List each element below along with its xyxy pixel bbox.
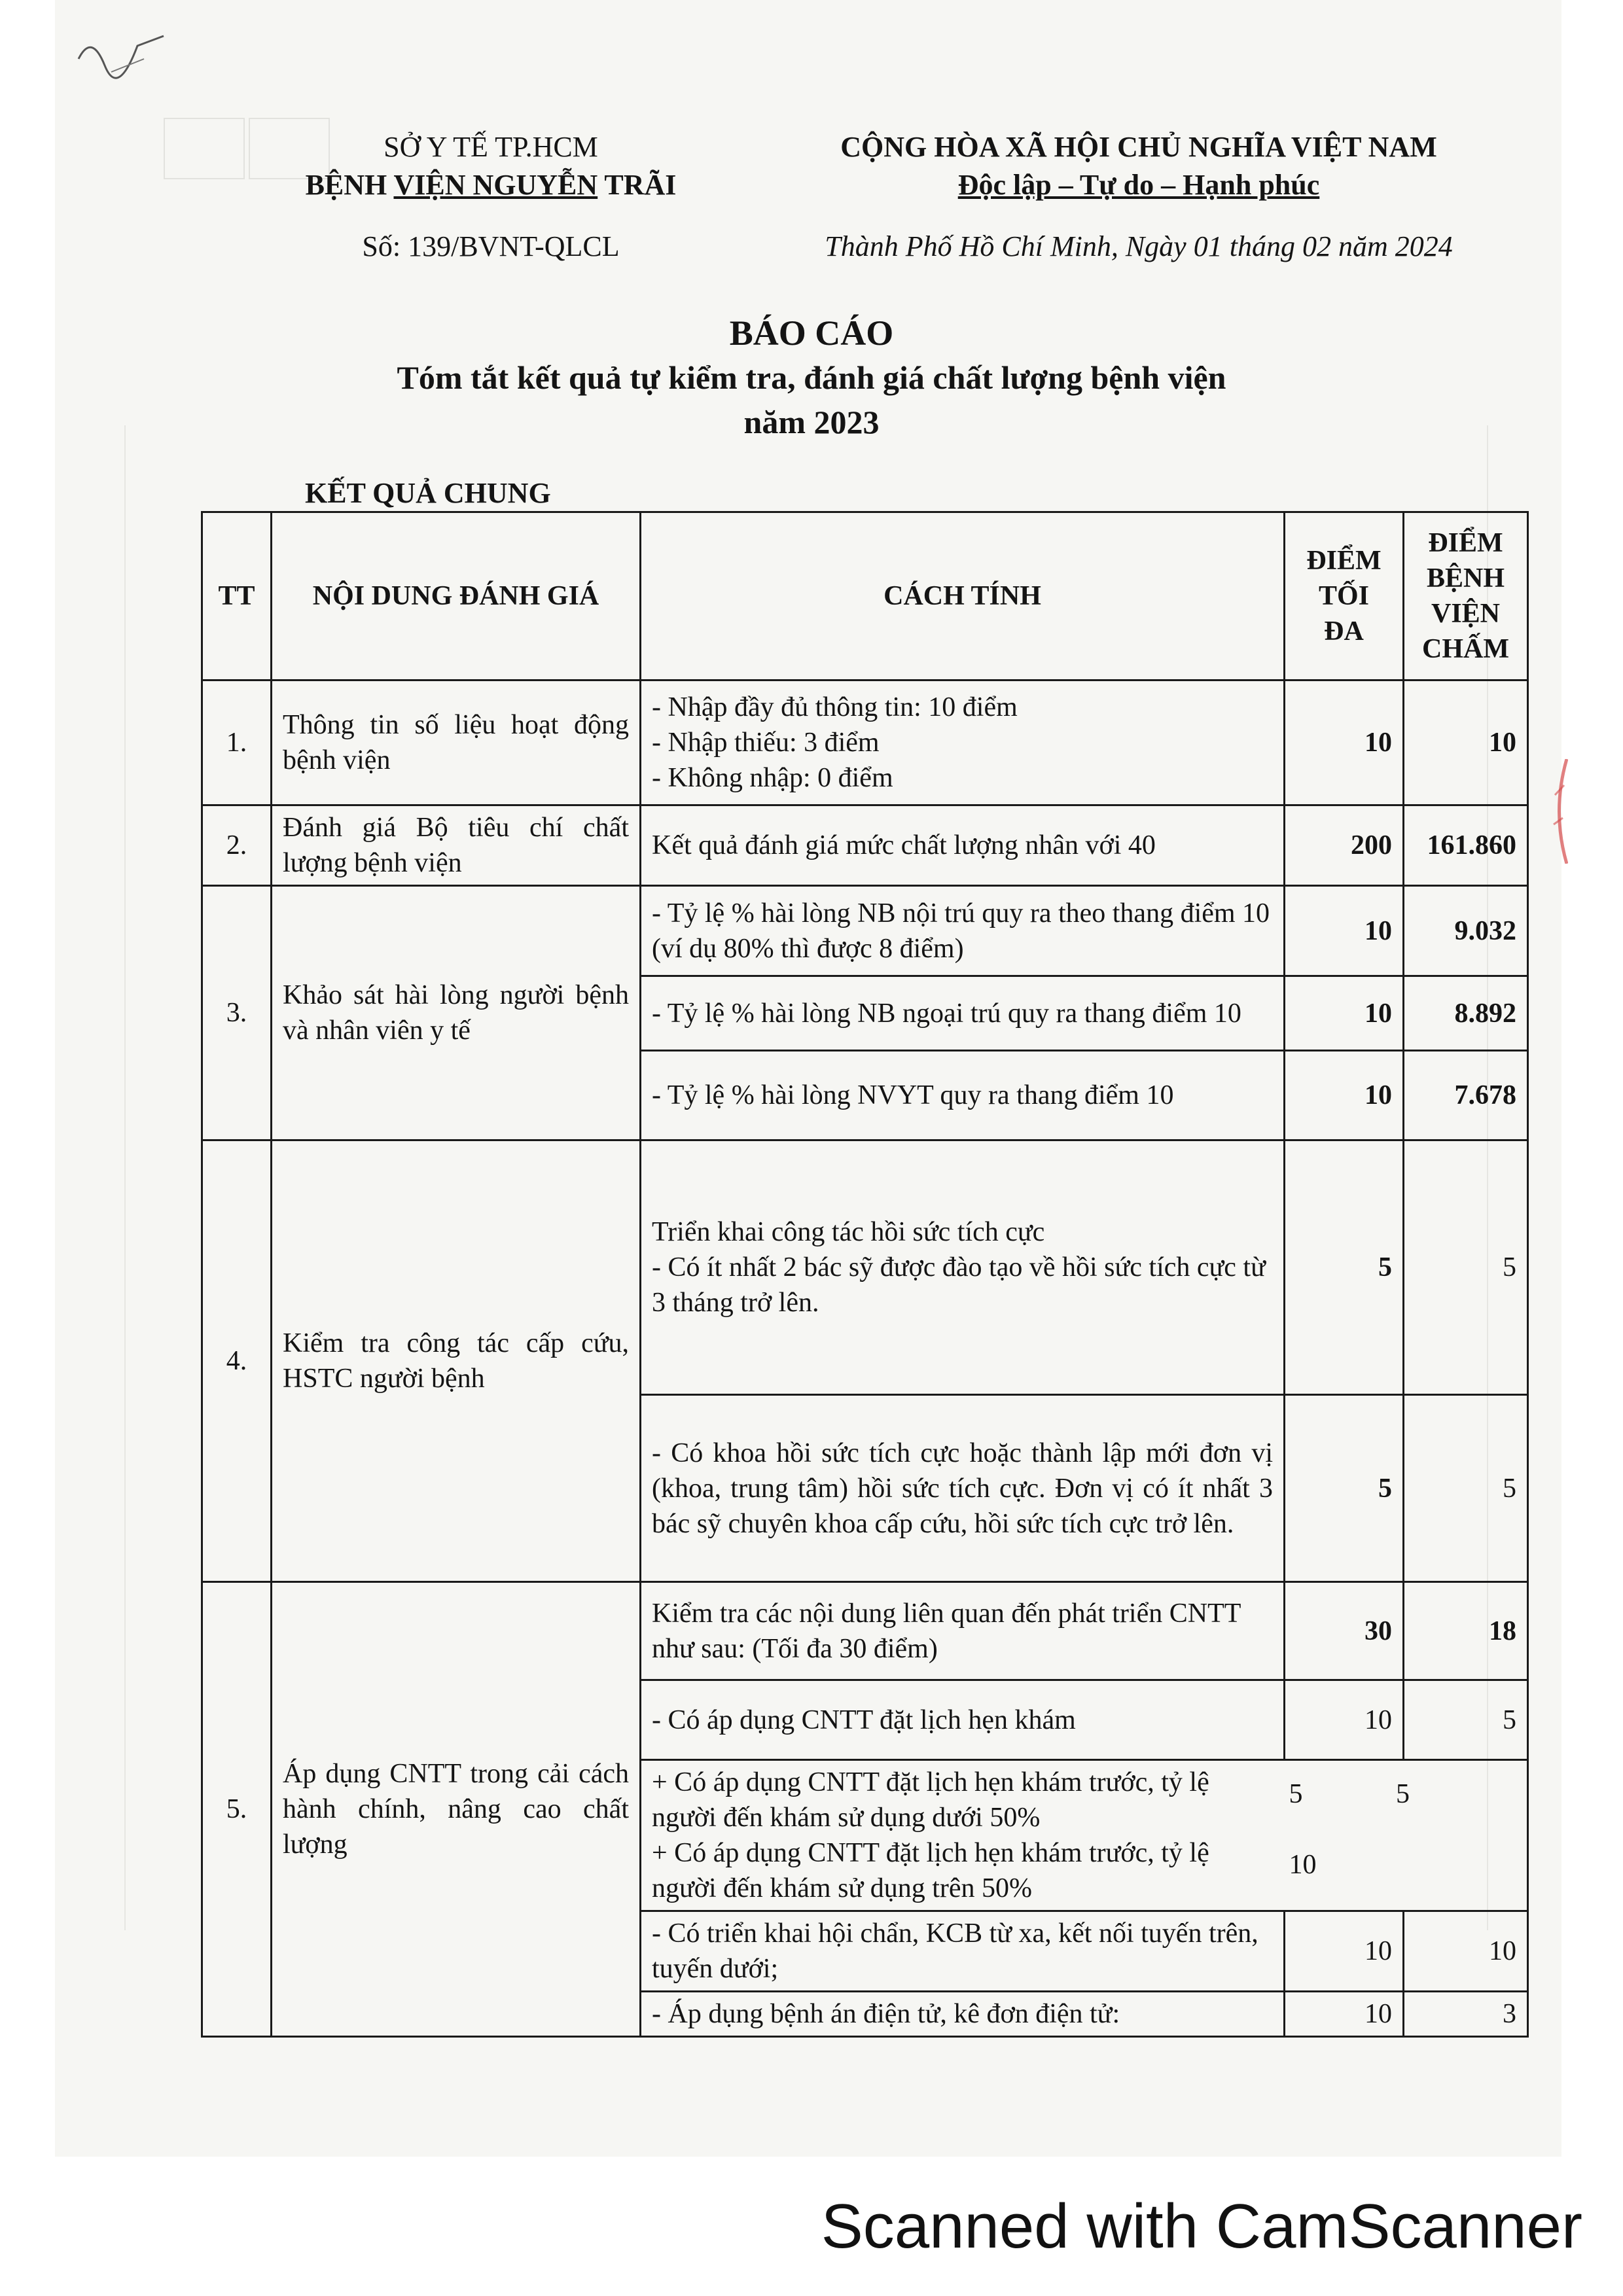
row-score: 5: [1404, 1140, 1528, 1395]
row-score: 5: [1404, 1680, 1528, 1760]
row-score: 18: [1404, 1582, 1528, 1680]
department-name: SỞ Y TẾ TP.HCM: [383, 131, 598, 163]
row-method: Triển khai công tác hồi sức tích cực - Có ít nhất 2 bác sỹ được đào tạo về hồi sức tích cực từ 3 tháng trở lên.: [641, 1140, 1285, 1395]
row-method-split: [641, 1760, 1528, 1911]
header-score: ĐIỂM BỆNH VIỆN CHẤM: [1404, 512, 1528, 680]
row-max: 10: [1285, 1051, 1404, 1140]
row-number: 3.: [202, 886, 272, 1140]
row-max: 5: [1285, 1395, 1404, 1582]
table-row: [202, 1582, 1528, 1680]
row-max: 10: [1285, 1911, 1404, 1992]
table-row: [202, 886, 1528, 976]
row-method: - Tỷ lệ % hài lòng NB nội trú quy ra theo thang điểm 10 (ví dụ 80% thì được 8 điểm): [641, 886, 1285, 976]
results-table: [201, 511, 1529, 2038]
row-max: 5: [1285, 1140, 1404, 1395]
row-number: 1.: [202, 680, 272, 805]
table-row: [202, 1140, 1528, 1395]
row-score: 3: [1404, 1992, 1528, 2037]
pen-mark: [65, 20, 183, 98]
row-method: - Tỷ lệ % hài lòng NVYT quy ra thang điểm 10: [641, 1051, 1285, 1140]
row-score: 9.032: [1404, 886, 1528, 976]
row-method: - Tỷ lệ % hài lòng NB ngoại trú quy ra thang điểm 10: [641, 976, 1285, 1051]
row-max: 10: [1285, 976, 1404, 1051]
header-left: [281, 128, 700, 266]
hospital-name: BỆNH VIỆN NGUYỄN TRÃI: [305, 169, 677, 201]
row-value: 10: [1289, 1850, 1317, 1880]
red-stamp-edge: [1548, 759, 1568, 864]
row-method: + Có áp dụng CNTT đặt lịch hẹn khám trước, tỷ lệ người đến khám sử dụng trên 50%: [652, 1838, 1209, 1903]
row-method: - Có triển khai hội chẩn, KCB từ xa, kết nối tuyến trên, tuyến dưới;: [641, 1911, 1285, 1992]
document-number: Số: 139/BVNT-QLCL: [362, 230, 620, 262]
row-max: 200: [1285, 805, 1404, 886]
row-method: - Áp dụng bệnh án điện tử, kê đơn điện tử:: [641, 1992, 1285, 2037]
table-row: [202, 805, 1528, 886]
camscanner-watermark: Scanned with CamScanner: [821, 2191, 1582, 2261]
row-number: 4.: [202, 1140, 272, 1582]
row-method: - Có khoa hồi sức tích cực hoặc thành lập mới đơn vị (khoa, trung tâm) hồi sức tích cực. Đơn vị có ít nhất 3 bác sỹ chuyên khoa cấp cứu, hồi sức tích cực trở lên.: [641, 1395, 1285, 1582]
row-method: Kiểm tra các nội dung liên quan đến phát triển CNTT như sau: (Tối đa 30 điểm): [641, 1582, 1285, 1680]
table-header-row: [202, 512, 1528, 680]
header-method: CÁCH TÍNH: [641, 512, 1285, 680]
row-max: 10: [1285, 1992, 1404, 2037]
row-max: 10: [1285, 1680, 1404, 1760]
row-max: 30: [1285, 1582, 1404, 1680]
row-content: Thông tin số liệu hoạt động bệnh viện: [272, 680, 641, 805]
row-score: 8.892: [1404, 976, 1528, 1051]
row-method: - Nhập đầy đủ thông tin: 10 điểm - Nhập thiếu: 3 điểm - Không nhập: 0 điểm: [641, 680, 1285, 805]
row-content: Đánh giá Bộ tiêu chí chất lượng bệnh viện: [272, 805, 641, 886]
header-max: ĐIỂM TỐI ĐA: [1285, 512, 1404, 680]
motto-subtitle: Độc lập – Tự do – Hạnh phúc: [957, 169, 1320, 201]
row-max: 10: [1285, 886, 1404, 976]
date-line: Thành Phố Hồ Chí Minh, Ngày 01 tháng 02 năm 2024: [825, 230, 1453, 262]
row-content: Khảo sát hài lòng người bệnh và nhân viên y tế: [272, 886, 641, 1140]
row-score: 5: [1404, 1395, 1528, 1582]
row-value: 5: [1289, 1779, 1303, 1809]
header-tt: TT: [202, 512, 272, 680]
row-number: 2.: [202, 805, 272, 886]
row-content: Kiểm tra công tác cấp cứu, HSTC người bệnh: [272, 1140, 641, 1582]
row-score: 10: [1404, 680, 1528, 805]
section-heading: KẾT QUẢ CHUNG: [305, 477, 551, 509]
row-score: 10: [1404, 1911, 1528, 1992]
row-max: 10: [1285, 680, 1404, 805]
row-method: + Có áp dụng CNTT đặt lịch hẹn khám trước, tỷ lệ người đến khám sử dụng dưới 50%: [652, 1767, 1209, 1833]
national-motto: CỘNG HÒA XÃ HỘI CHỦ NGHĨA VIỆT NAM: [840, 131, 1437, 163]
header-content: NỘI DUNG ĐÁNH GIÁ: [272, 512, 641, 680]
report-title: BÁO CÁO: [729, 313, 894, 353]
row-score: 5: [1396, 1779, 1410, 1809]
header-right: [772, 128, 1505, 266]
row-score: 161.860: [1404, 805, 1528, 886]
row-score: 7.678: [1404, 1051, 1528, 1140]
report-subtitle: Tóm tắt kết quả tự kiểm tra, đánh giá chất lượng bệnh viện: [397, 359, 1226, 396]
row-method: - Có áp dụng CNTT đặt lịch hẹn khám: [641, 1680, 1285, 1760]
table-row: [202, 680, 1528, 805]
row-method: Kết quả đánh giá mức chất lượng nhân với 40: [641, 805, 1285, 886]
row-number: 5.: [202, 1582, 272, 2037]
row-content: Áp dụng CNTT trong cải cách hành chính, nâng cao chất lượng: [272, 1582, 641, 2037]
report-year: năm 2023: [743, 404, 880, 440]
